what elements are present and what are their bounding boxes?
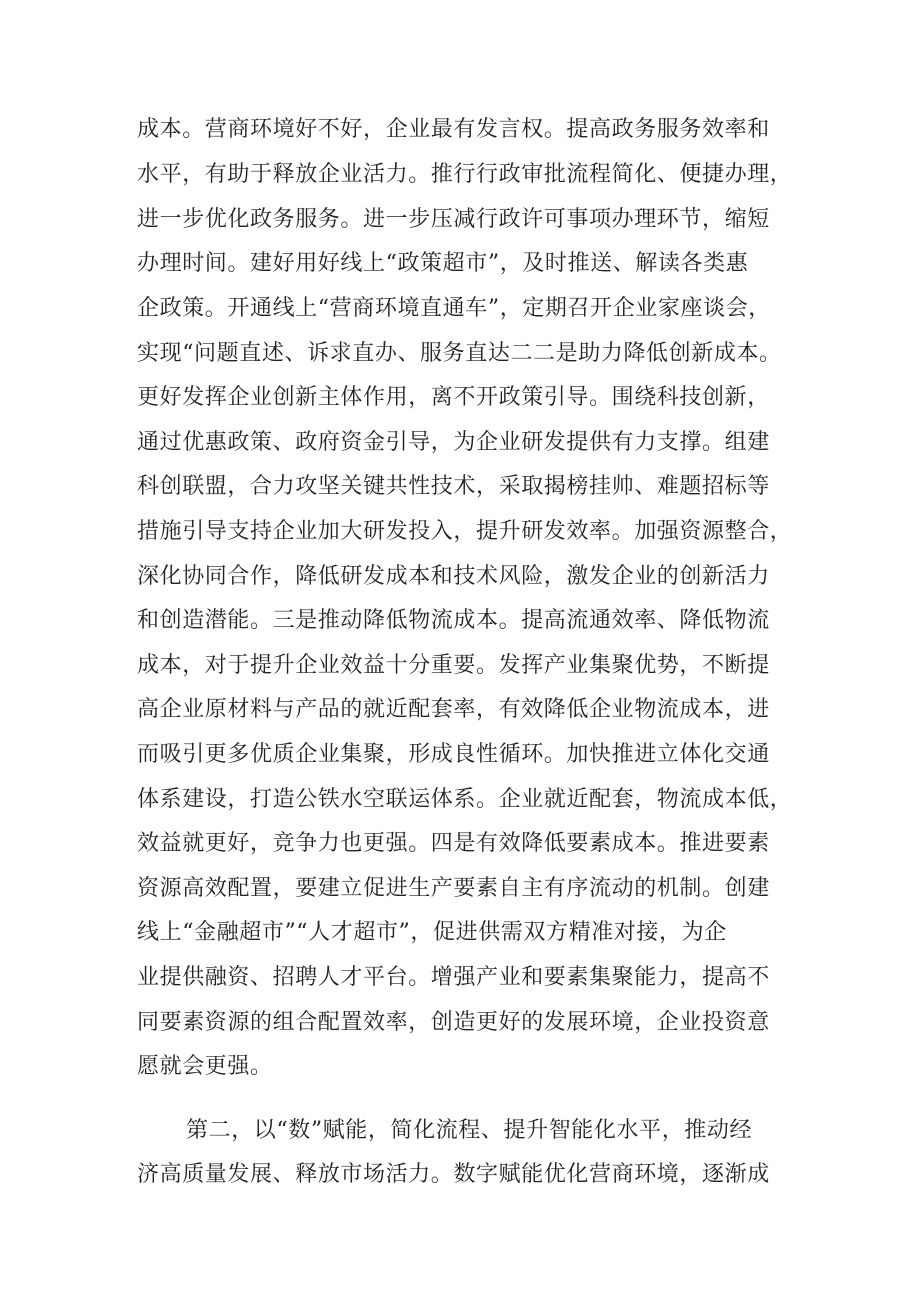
paragraph-1-line: 和创造潜能。三是推动降低物流成本。提高流通效率、降低物流 bbox=[137, 608, 770, 633]
paragraph-1-line: 进一步优化政务服务。进一步压减行政许可事项办理环节，缩短 bbox=[137, 207, 770, 232]
paragraph-1-line: 更好发挥企业创新主体作用，离不开政策引导。围绕科技创新， bbox=[137, 385, 770, 410]
paragraph-2-line: 济高质量发展、释放市场活力。数字赋能优化营商环境，逐渐成 bbox=[137, 1162, 770, 1187]
paragraph-1-line: 业提供融资、招聘人才平台。增强产业和要素集聚能力，提高不 bbox=[137, 965, 770, 990]
paragraph-1-line: 水平，有助于释放企业活力。推行行政审批流程简化、便捷办理， bbox=[137, 162, 793, 187]
paragraph-1-line: 科创联盟，合力攻坚关键共性技术，采取揭榜挂帅、难题招标等 bbox=[137, 474, 770, 499]
paragraph-1-line: 措施引导支持企业加大研发投入，提升研发效率。加强资源整合， bbox=[137, 519, 793, 544]
paragraph-1-line: 效益就更好，竞争力也更强。四是有效降低要素成本。推进要素 bbox=[137, 831, 770, 856]
paragraph-2-line: 第二，以“数”赋能，简化流程、提升智能化水平，推动经 bbox=[186, 1118, 753, 1143]
paragraph-1-line: 高企业原材料与产品的就近配套率，有效降低企业物流成本，进 bbox=[137, 697, 770, 722]
paragraph-1-line: 而吸引更多优质企业集聚，形成良性循环。加快推进立体化交通 bbox=[137, 742, 770, 767]
paragraph-1-line: 企政策。开通线上“营商环境直通车”，定期召开企业家座谈会， bbox=[137, 296, 771, 321]
paragraph-1-line: 愿就会更强。 bbox=[137, 1054, 273, 1079]
paragraph-1-line: 同要素资源的组合配置效率，创造更好的发展环境，企业投资意 bbox=[137, 1010, 770, 1035]
paragraph-1-line: 办理时间。建好用好线上“政策超市”，及时推送、解读各类惠 bbox=[137, 251, 749, 276]
paragraph-1-line: 体系建设，打造公铁水空联运体系。企业就近配套，物流成本低， bbox=[137, 787, 793, 812]
paragraph-1-line: 成本。营商环境好不好，企业最有发言权。提高政务服务效率和 bbox=[137, 117, 770, 142]
paragraph-1-line: 通过优惠政策、政府资金引导，为企业研发提供有力支撑。组建 bbox=[137, 430, 770, 455]
paragraph-1-line: 成本，对于提升企业效益十分重要。发挥产业集聚优势，不断提 bbox=[137, 653, 770, 678]
paragraph-1-line: 线上“金融超市”“人才超市”，促进供需双方精准对接，为企 bbox=[137, 920, 727, 945]
paragraph-1-line: 实现“问题直述、诉求直办、服务直达二二是助力降低创新成本。 bbox=[137, 341, 782, 366]
paragraph-1-line: 深化协同合作，降低研发成本和技术风险，激发企业的创新活力 bbox=[137, 564, 770, 589]
paragraph-1-line: 资源高效配置，要建立促进生产要素自主有序流动的机制。创建 bbox=[137, 876, 770, 901]
